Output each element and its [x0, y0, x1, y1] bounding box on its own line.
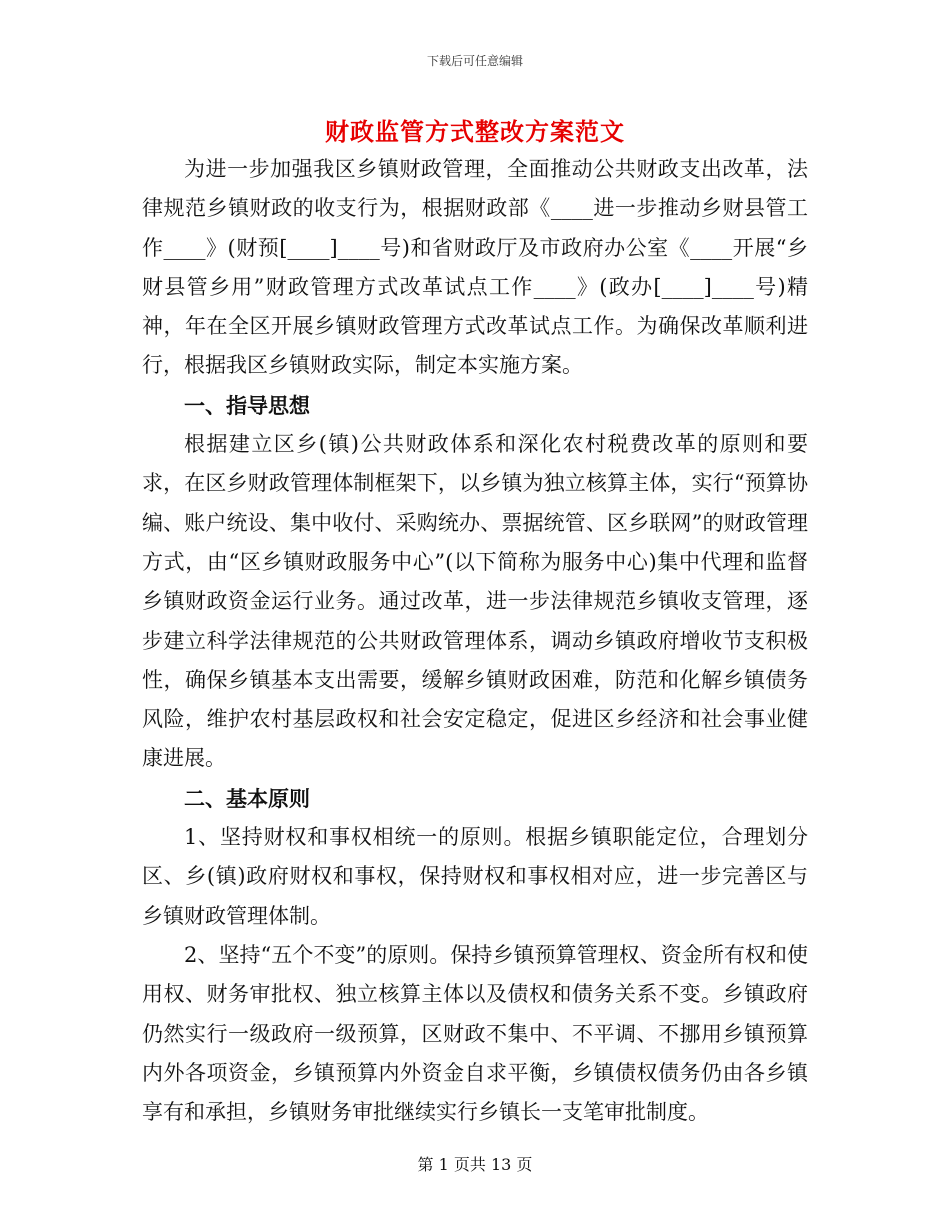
header-note: 下载后可任意编辑: [426, 54, 523, 68]
paragraph-principle-2: 2、坚持“五个不变”的原则。保持乡镇预算管理权、资金所有权和使用权、财务审批权、独立核算主体以及债权和债务关系不变。乡镇政府仍然实行一级政府一级预算，区财政不集中、不平调、不挪用乡镇预算内外各项资金，乡镇预算内外资金自求平衡，乡镇债权债务仍由各乡镇享有和承担，乡镇财务审批继续实行乡镇长一支笔审批制度。: [142, 942, 808, 1125]
document-title: 财政监管方式整改方案范文: [325, 117, 625, 146]
section-heading-basic-principles: 二、基本原则: [184, 785, 310, 811]
paragraph-intro: 为进一步加强我区乡镇财政管理，全面推动公共财政支出改革，法律规范乡镇财政的收支行为，根据财政部《____进一步推动乡财县管工作____》(财预[____]____号)和省财政厅及市政府办公室《____开展“乡财县管乡用”财政管理方式改革试点工作____》(政办[____]____号)精神，年在全区开展乡镇财政管理方式改革试点工作。为确保改革顺利进行，根据我区乡镇财政实际，制定本实施方案。: [142, 157, 808, 378]
document-body: [142, 150, 808, 1132]
section-heading-guiding-thought: 一、指导思想: [184, 392, 310, 418]
page-number-footer: 第 1 页共 13 页: [417, 1155, 533, 1174]
paragraph-principle-1: 1、坚持财权和事权相统一的原则。根据乡镇职能定位，合理划分区、乡(镇)政府财权和事权，保持财权和事权相对应，进一步完善区与乡镇财政管理体制。: [142, 825, 808, 928]
paragraph-guiding-thought: 根据建立区乡(镇)公共财政体系和深化农村税费改革的原则和要求，在区乡财政管理体制框架下，以乡镇为独立核算主体，实行“预算协编、账户统设、集中收付、采购统办、票据统管、区乡联网”的财政管理方式，由“区乡镇财政服务中心”(以下简称为服务中心)集中代理和监督乡镇财政资金运行业务。通过改革，进一步法律规范乡镇收支管理，逐步建立科学法律规范的公共财政管理体系，调动乡镇政府增收节支积极性，确保乡镇基本支出需要，缓解乡镇财政困难，防范和化解乡镇债务风险，维护农村基层政权和社会安定稳定，促进区乡经济和社会事业健康进展。: [142, 432, 808, 771]
